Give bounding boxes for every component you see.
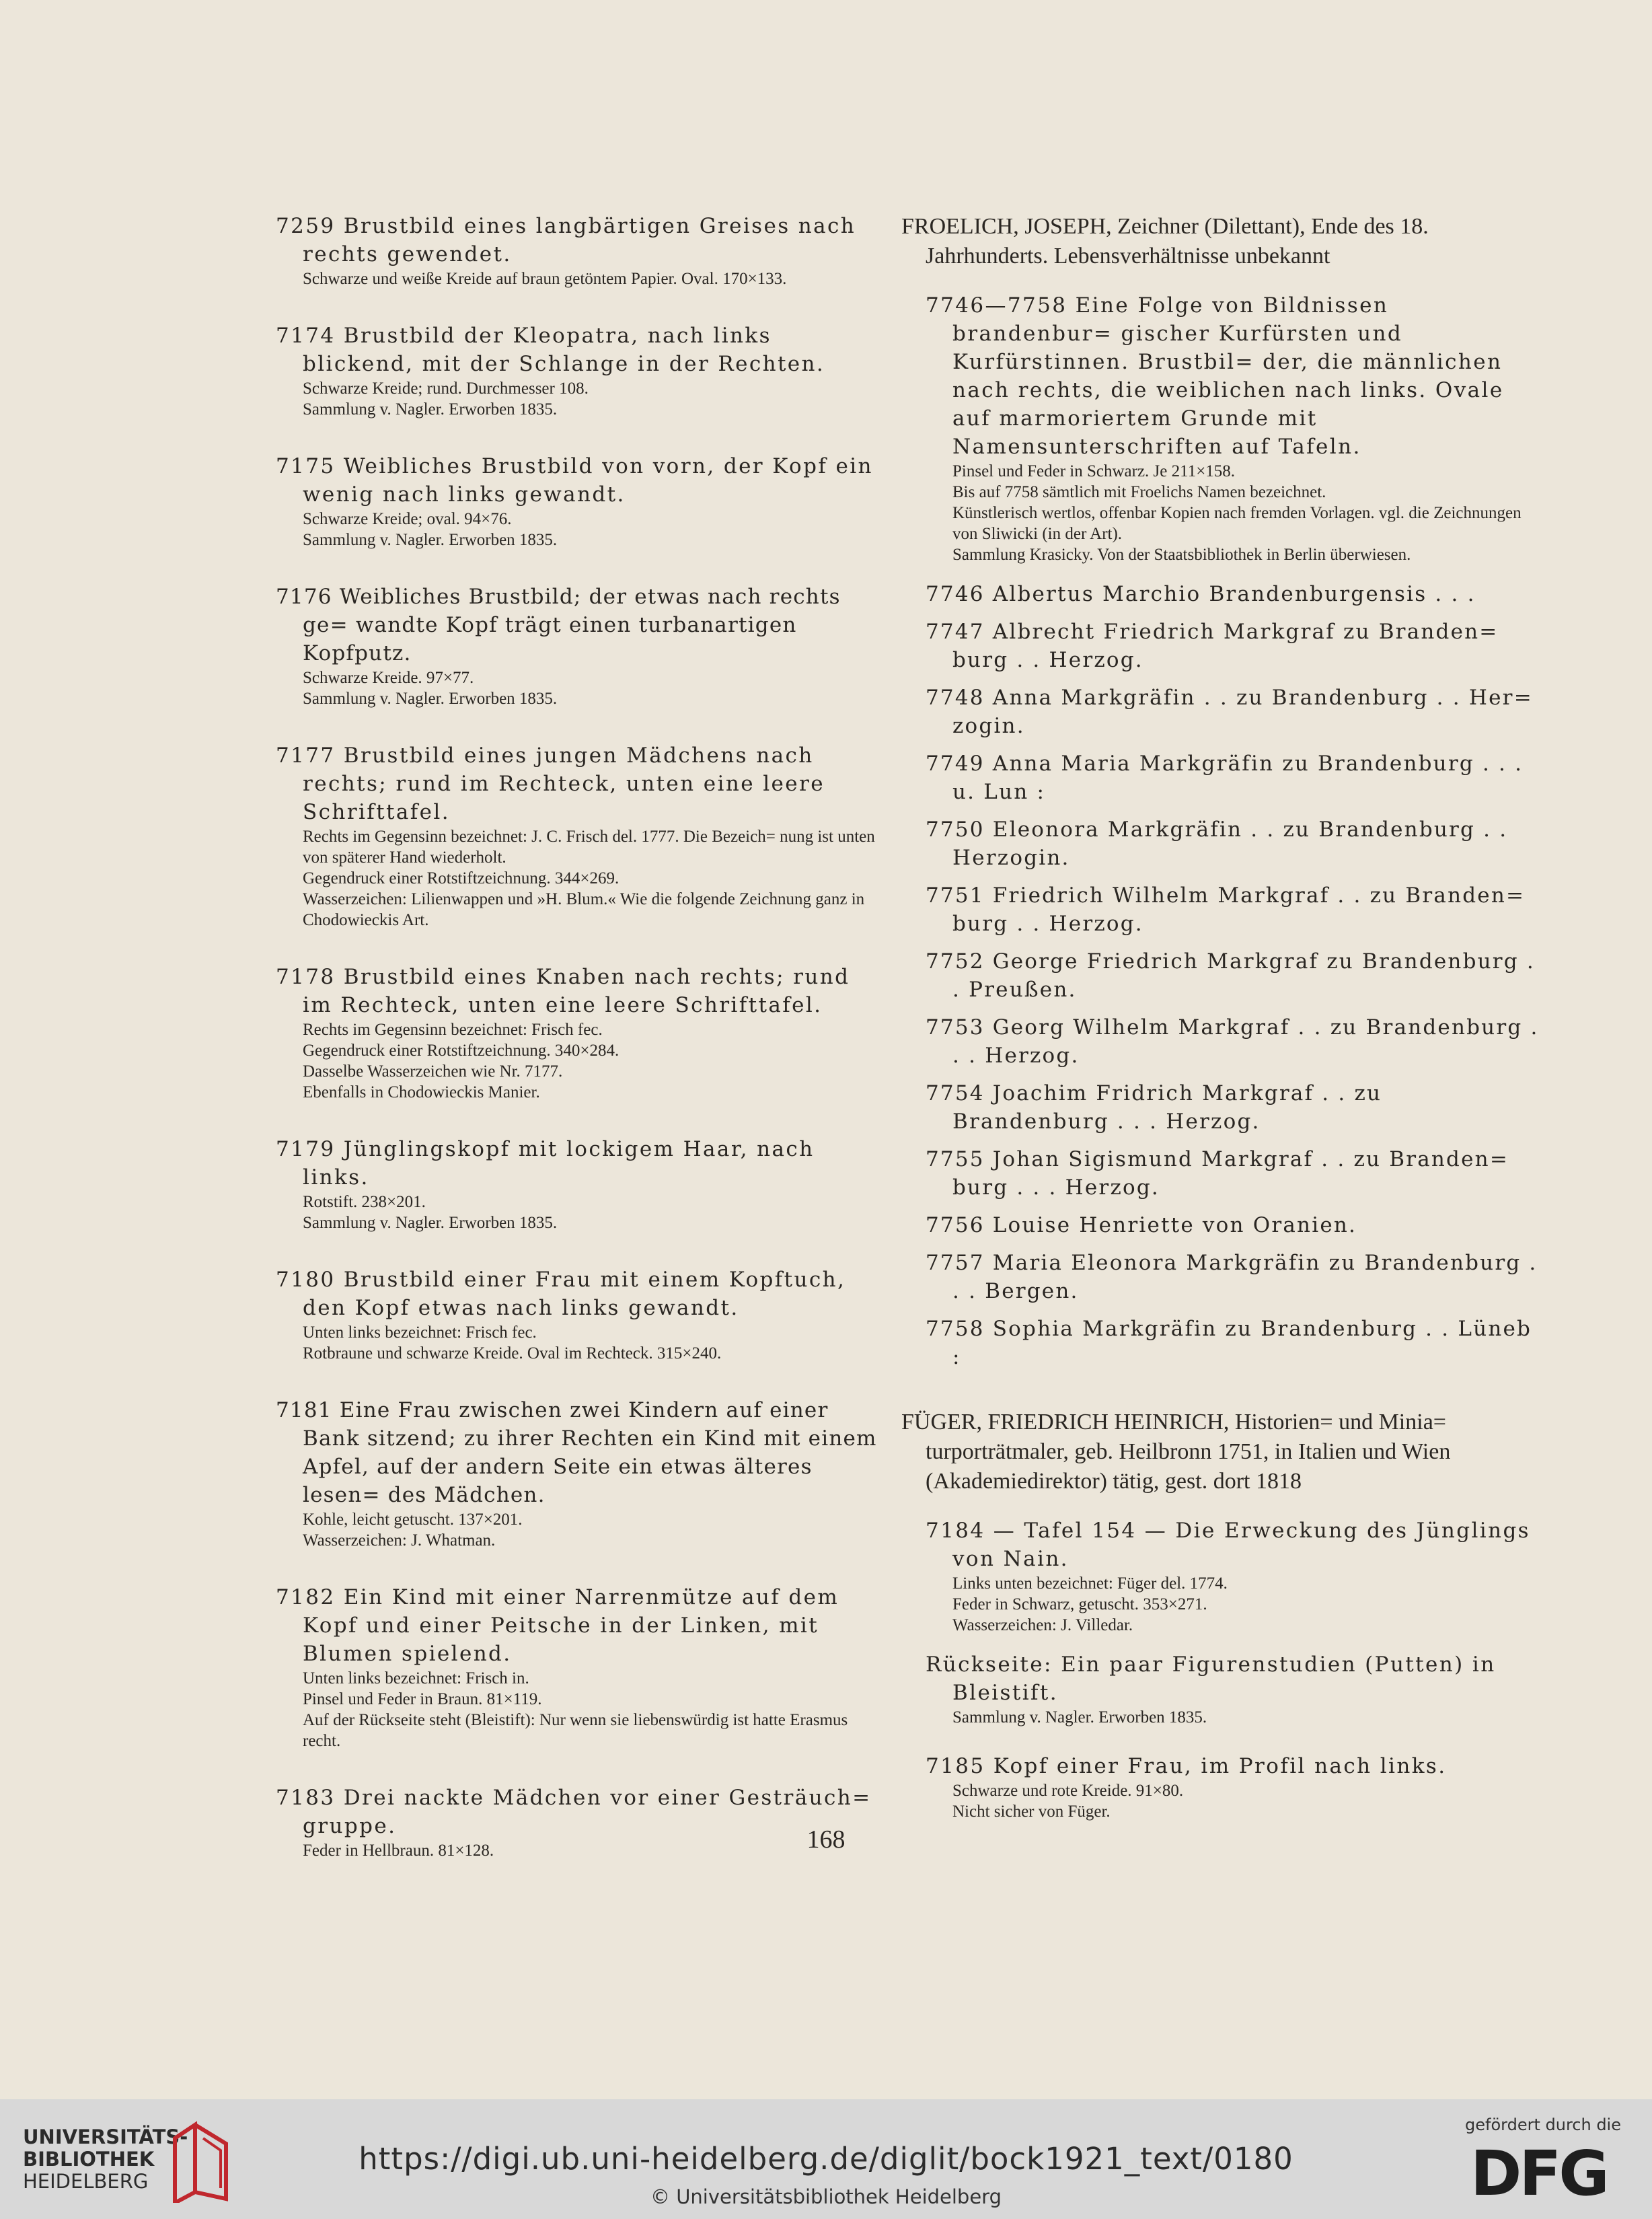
entry-note: Schwarze und weiße Kreide auf braun getöntem Papier. Oval. 170×133.: [303, 270, 787, 288]
entry-title: 7177 Brustbild eines jungen Mädchens nach rechts; rund im Rechteck, unten eine leere Schrifttafel.: [276, 743, 825, 824]
entry-note: Schwarze und rote Kreide. 91×80.: [952, 1782, 1184, 1800]
entry-note: Nicht sicher von Füger.: [952, 1803, 1111, 1821]
entry-note: Dasselbe Wasserzeichen wie Nr. 7177.: [303, 1062, 563, 1081]
entry-note: Feder in Schwarz, getuscht. 353×271.: [952, 1595, 1207, 1613]
list-item: 7754 Joachim Fridrich Markgraf . . zu Brandenburg . . . Herzog.: [926, 1081, 1382, 1134]
entry-title: 7174 Brustbild der Kleopatra, nach links blickend, mit der Schlange in der Rechten.: [276, 324, 825, 376]
catalog-entry: [276, 212, 881, 289]
right-column: [901, 212, 1540, 1837]
list-item: 7750 Eleonora Markgräfin . . zu Brandenburg . . Herzogin.: [926, 817, 1508, 870]
entry-note: Sammlung v. Nagler. Erworben 1835.: [952, 1708, 1207, 1726]
list-item: 7746 Albertus Marchio Brandenburgensis . . .: [926, 582, 1476, 606]
entry-note: Sammlung v. Nagler. Erworben 1835.: [303, 531, 558, 549]
entry-title: 7184 — Tafel 154 — Die Erweckung des Jünglings von Nain.: [926, 1519, 1530, 1571]
artist-heading-froelich: FROELICH, JOSEPH, Zeichner (Dilettant), Ende des 18. Jahrhunderts. Lebensverhältnisse unbekannt: [901, 214, 1429, 268]
catalog-entry: [276, 1266, 881, 1364]
catalog-entry: [276, 1396, 881, 1551]
entry-title: 7185 Kopf einer Frau, im Profil nach links.: [926, 1754, 1447, 1778]
entry-note: Schwarze Kreide; oval. 94×76.: [303, 510, 512, 528]
logo-line: HEIDELBERG: [23, 2170, 149, 2193]
list-item: 7751 Friedrich Wilhelm Markgraf . . zu Branden= burg . . Herzog.: [926, 883, 1526, 936]
dfg-logo-text: DFG: [1470, 2141, 1607, 2202]
entry-title: 7175 Weibliches Brustbild von vorn, der Kopf ein wenig nach links gewandt.: [276, 454, 873, 507]
list-item: 7752 George Friedrich Markgraf zu Brandenburg . . Preußen.: [926, 949, 1535, 1002]
entry-note: Schwarze Kreide. 97×77.: [303, 669, 474, 687]
series-entry: [901, 291, 1540, 565]
permalink-url[interactable]: https://digi.ub.uni-heidelberg.de/diglit/bock1921_text/0180: [359, 2141, 1293, 2177]
entry-note: Unten links bezeichnet: Frisch in.: [303, 1669, 529, 1687]
entry-title: 7182 Ein Kind mit einer Narrenmütze auf dem Kopf und einer Peitsche in der Linken, mit Blumen spielend.: [276, 1585, 839, 1666]
copyright-text: © Universitätsbibliothek Heidelberg: [650, 2185, 1002, 2208]
logo-line: UNIVERSITÄTS-: [23, 2125, 188, 2148]
catalog-entry: [276, 963, 881, 1103]
entry-note: Rotbraune und schwarze Kreide. Oval im Rechteck. 315×240.: [303, 1344, 722, 1362]
list-item: 7748 Anna Markgräfin . . zu Brandenburg . . Her= zogin.: [926, 686, 1533, 738]
entry-note: Gegendruck einer Rotstiftzeichnung. 340×284.: [303, 1042, 620, 1060]
list-item: 7757 Maria Eleonora Markgräfin zu Brandenburg . . . Bergen.: [926, 1251, 1538, 1303]
entry-note: Künstlerisch wertlos, offenbar Kopien nach fremden Vorlagen. vgl. die Zeichnungen von Sliwicki (in der Art).: [952, 504, 1522, 543]
entry-note: Wasserzeichen: Lilienwappen und »H. Blum.« Wie die folgende Zeichnung ganz in Chodowieckis Art.: [303, 890, 865, 929]
list-item: 7758 Sophia Markgräfin zu Brandenburg . . Lüneb :: [926, 1317, 1532, 1369]
entry-note: Pinsel und Feder in Braun. 81×119.: [303, 1690, 542, 1708]
page-number: 168: [806, 1825, 846, 1854]
series-list: [901, 580, 1540, 1371]
entry-note: Sammlung v. Nagler. Erworben 1835.: [303, 1214, 558, 1232]
entry-title: 7181 Eine Frau zwischen zwei Kindern auf einer Bank sitzend; zu ihrer Rechten ein Kind mit einem Apfel, auf der andern Seite ein etwas älteres lesen= des Mädchen.: [276, 1398, 877, 1507]
entry-note: Rotstift. 238×201.: [303, 1193, 426, 1211]
entry-note: Rechts im Gegensinn bezeichnet: J. C. Frisch del. 1777. Die Bezeich= nung ist unten von späterer Hand wiederholt.: [303, 828, 875, 867]
list-item: 7749 Anna Maria Markgräfin zu Brandenburg . . . u. Lun :: [926, 752, 1524, 804]
entry-note: Rechts im Gegensinn bezeichnet: Frisch fec.: [303, 1021, 603, 1039]
entry-title: Rückseite: Ein paar Figurenstudien (Putten) in Bleistift.: [926, 1652, 1496, 1705]
list-item: 7747 Albrecht Friedrich Markgraf zu Branden= burg . . Herzog.: [926, 620, 1499, 672]
catalog-entry: [276, 452, 881, 550]
catalog-entry: [901, 1752, 1540, 1822]
entry-title: 7178 Brustbild eines Knaben nach rechts; rund im Rechteck, unten eine leere Schrifttafel.: [276, 965, 850, 1017]
list-item: 7753 Georg Wilhelm Markgraf . . zu Brandenburg . . . Herzog.: [926, 1015, 1539, 1068]
funded-by-label: gefördert durch die: [1465, 2115, 1621, 2134]
catalog-entry: [276, 322, 881, 420]
list-item: 7755 Johan Sigismund Markgraf . . zu Branden= burg . . . Herzog.: [926, 1147, 1509, 1200]
logo-line: BIBLIOTHEK: [23, 2148, 155, 2171]
catalog-entry: [901, 1650, 1540, 1728]
entry-note: Feder in Hellbraun. 81×128.: [303, 1842, 494, 1860]
entry-note: Kohle, leicht getuscht. 137×201.: [303, 1511, 523, 1529]
entry-note: Sammlung Krasicky. Von der Staatsbibliothek in Berlin überwiesen.: [952, 546, 1411, 564]
entry-note: Sammlung v. Nagler. Erworben 1835.: [303, 400, 558, 419]
catalog-entry: [901, 1517, 1540, 1636]
entry-note: Wasserzeichen: J. Villedar.: [952, 1616, 1133, 1634]
entry-note: Pinsel und Feder in Schwarz. Je 211×158.: [952, 462, 1236, 480]
entry-note: Auf der Rückseite steht (Bleistift): Nur wenn sie liebenswürdig ist hatte Erasmus recht.: [303, 1711, 848, 1750]
list-item: 7756 Louise Henriette von Oranien.: [926, 1213, 1357, 1237]
entry-title: 7179 Jünglingskopf mit lockigem Haar, nach links.: [276, 1137, 815, 1190]
dfg-logo-icon[interactable]: [1470, 2141, 1625, 2202]
series-title: 7746—7758 Eine Folge von Bildnissen brandenbur= gischer Kurfürsten und Kurfürstinnen. Brustbil= der, die männlichen nach rechts, die weiblichen nach links. Ovale auf marmoriertem Grunde mit Namensunterschriften auf Tafeln.: [926, 293, 1504, 459]
entry-title: 7183 Drei nackte Mädchen vor einer Gesträuch= gruppe.: [276, 1786, 872, 1838]
catalog-entry: [276, 741, 881, 931]
entry-title: 7259 Brustbild eines langbärtigen Greises nach rechts gewendet.: [276, 214, 856, 266]
entry-note: Sammlung v. Nagler. Erworben 1835.: [303, 690, 558, 708]
entry-title: 7180 Brustbild einer Frau mit einem Kopftuch, den Kopf etwas nach links gewandt.: [276, 1268, 846, 1320]
entry-note: Wasserzeichen: J. Whatman.: [303, 1531, 496, 1550]
catalog-entry: [276, 583, 881, 709]
left-column: [276, 212, 881, 1893]
entry-note: Schwarze Kreide; rund. Durchmesser 108.: [303, 379, 589, 398]
catalog-entry: [276, 1583, 881, 1751]
entry-note: Ebenfalls in Chodowieckis Manier.: [303, 1083, 540, 1101]
entry-note: Gegendruck einer Rotstiftzeichnung. 344×269.: [303, 869, 620, 887]
artist-heading-fueger: FÜGER, FRIEDRICH HEINRICH, Historien= und Minia= turporträtmaler, geb. Heilbronn 1751, in Italien und Wien (Akademiedirektor) tätig, gest. dort 1818: [901, 1410, 1451, 1494]
entry-note: Links unten bezeichnet: Füger del. 1774.: [952, 1574, 1228, 1593]
entry-note: Unten links bezeichnet: Frisch fec.: [303, 1323, 537, 1342]
catalog-entry: [276, 1135, 881, 1233]
entry-title: 7176 Weibliches Brustbild; der etwas nach rechts ge= wandte Kopf trägt einen turbanartigen Kopfputz.: [276, 585, 841, 665]
entry-note: Bis auf 7758 sämtlich mit Froelichs Namen bezeichnet.: [952, 483, 1326, 501]
footer-bar: [0, 2099, 1652, 2219]
